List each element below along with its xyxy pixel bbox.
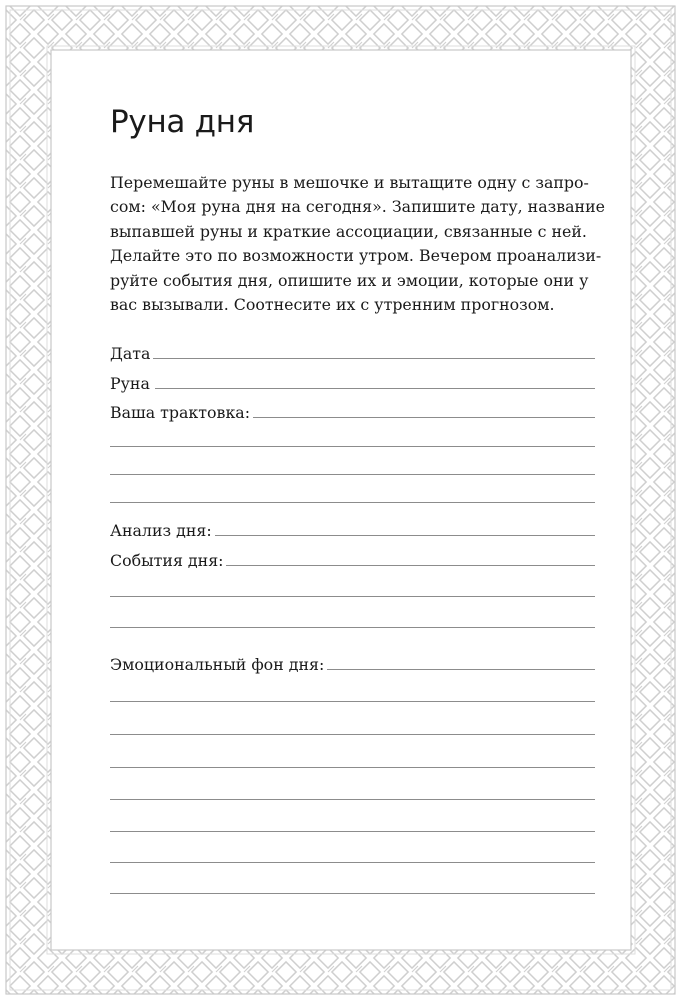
- emotional-extra-line[interactable]: [110, 734, 595, 735]
- interpretation-write-line[interactable]: [245, 417, 595, 418]
- day-events-write-line[interactable]: [225, 565, 595, 566]
- instruction-line: вас вызывали. Соотнесите их с утренним прогнозом.: [110, 295, 555, 315]
- interpretation-label: Ваша трактовка:: [110, 403, 253, 423]
- date-label: Дата: [110, 344, 153, 364]
- rune-label: Руна: [110, 374, 153, 394]
- interpretation-extra-line[interactable]: [110, 502, 595, 503]
- day-events-extra-line[interactable]: [110, 627, 595, 628]
- emotional-extra-line[interactable]: [110, 893, 595, 894]
- instructions-text: [110, 171, 605, 317]
- emotional-extra-line[interactable]: [110, 862, 595, 863]
- emotional-extra-line[interactable]: [110, 799, 595, 800]
- emotional-extra-line[interactable]: [110, 701, 595, 702]
- day-events-label: События дня:: [110, 551, 226, 571]
- instruction-line: Перемешайте руны в мешочке и вытащите одну с запро-: [110, 173, 589, 192]
- instruction-line: выпавшей руны и краткие ассоциации, связанные с ней.: [110, 221, 587, 241]
- day-analysis-label: Анализ дня:: [110, 521, 215, 541]
- emotional-extra-line[interactable]: [110, 767, 595, 768]
- instruction-line: Делайте это по возможности утром. Вечером проанализи-: [110, 246, 602, 266]
- instruction-line: сом: «Моя руна дня на сегодня». Запишите дату, название: [110, 197, 605, 217]
- day-events-extra-line[interactable]: [110, 596, 595, 597]
- day-analysis-write-line[interactable]: [210, 535, 595, 536]
- date-write-line[interactable]: [150, 358, 595, 359]
- rune-write-line[interactable]: [155, 388, 595, 389]
- instruction-line: руйте события дня, опишите их и эмоции, которые они у: [110, 270, 589, 290]
- page-title: Руна дня: [110, 104, 255, 140]
- emotional-background-write-line[interactable]: [322, 669, 595, 670]
- interpretation-extra-line[interactable]: [110, 474, 595, 475]
- emotional-extra-line[interactable]: [110, 831, 595, 832]
- interpretation-extra-line[interactable]: [110, 446, 595, 447]
- emotional-background-label: Эмоциональный фон дня:: [110, 655, 327, 675]
